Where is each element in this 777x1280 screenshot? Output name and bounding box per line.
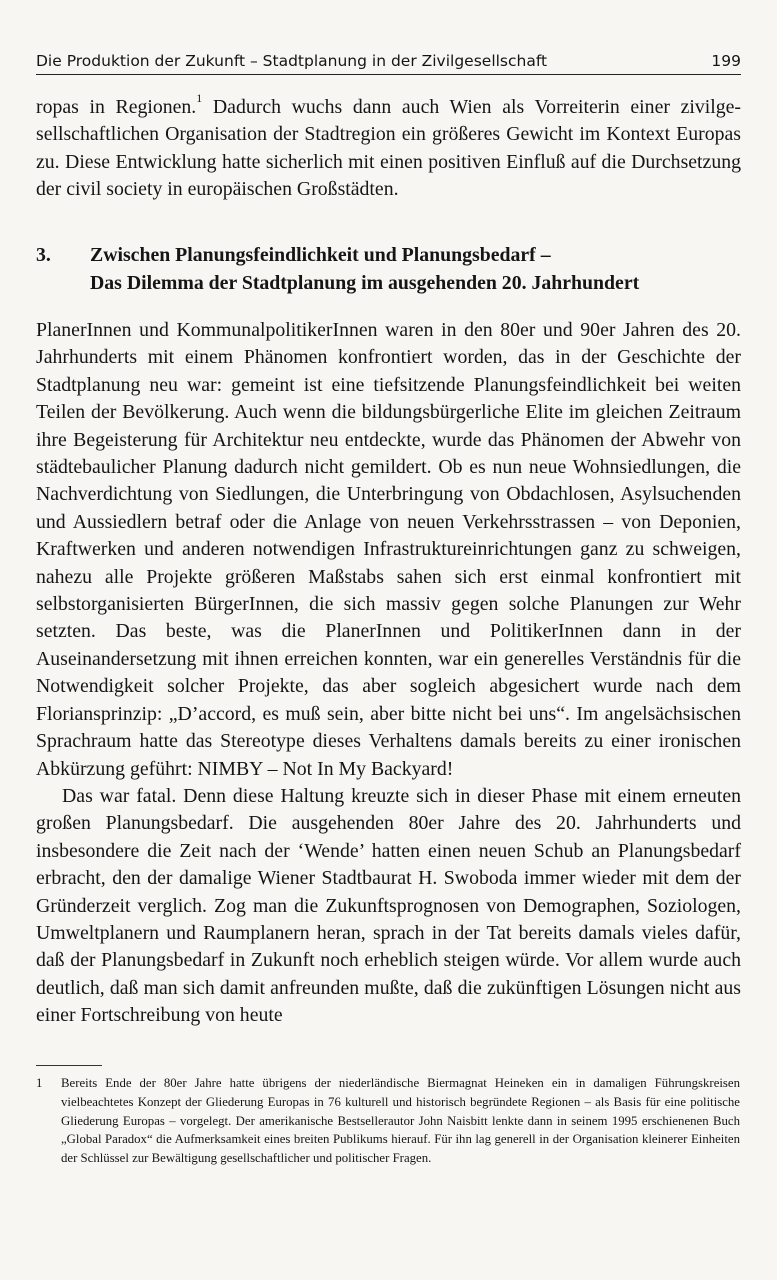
footnote-rule <box>36 1065 102 1066</box>
footnote-text: Bereits Ende der 80er Jahre hatte übrigens der niederländische Biermagnat Heineken ein in damaligen Führungskreisen vielbeachtetes Konzept der Gliederung Europas in 76 kulturell und historisch begründete Regionen – als Basis für eine politische Gliederung Europas – vorgelegt. Der amerikanische Bestsellerautor John Naisbitt lenkte dann in seinem 1995 erschienenen Buch „Global Paradox“ die Aufmerksamkeit eines breiten Publikums hierauf. Für ihn lag generell in der Organisation kleinerer Einheiten der Schlüssel zur Bewältigung gesellschaftlicher und politischer Fragen. <box>61 1076 740 1166</box>
section-heading <box>36 241 741 297</box>
body-paragraph-2: Das war fatal. Denn diese Haltung kreuzte sich in dieser Phase mit einem erneuten großen Planungsbedarf. Die ausgehenden 80er Jahre des 20. Jahrhunderts und insbesondere die Zeit nach der ‘Wende’ hatten einen neuen Schub an Planungsbedarf erbracht, den der damalige Wiener Stadtbaurat H. Swoboda immer wieder mit dem der Gründerzeit verglich. Zog man die Zukunftsprognosen von Demographen, Soziologen, Umweltplanern und Raumplanern heran, sprach in der Tat bereits damals vieles dafür, daß der Planungsbedarf in Zukunft noch erheblich steigen würde. Vor allem wurde auch deutlich, daß man sich damit anfreunden mußte, daß die zukünftigen Lösungen nicht aus einer Fortschreibung von heute <box>36 784 741 1027</box>
body-paragraph-1: PlanerInnen und KommunalpolitikerInnen waren in den 80er und 90er Jahren des 20. Jahrhunderts mit einem Phänomen konfrontiert worden, das in der Geschichte der Stadtplanung neu war: gemeint ist eine tiefsitzende Planungsfeindlichkeit bei weiten Teilen der Bevölkerung. Auch wenn die bildungsbürgerliche Elite im gleichen Zeitraum ihre Begeisterung für Architektur neu entdeckte, wurde das Phänomen der Abwehr von städtebaulicher Planung dadurch nicht gemildert. Ob es nun neue Wohnsiedlungen, die Nachverdichtung von Siedlungen, die Unterbringung von Obdachlosen, Asylsuchenden und Aussiedlern betraf oder die Anlage von neuen Verkehrsstrassen – von Deponien, Kraftwerken und anderen notwendigen Infrastruktureinrichtungen ganz zu schweigen, nahezu alle Projekte größeren Maßstabs sahen sich erst einmal konfrontiert mit selbstorganisierten BürgerInnen, die sich massiv gegen solche Planungen zur Wehr setzten. Das beste, was die PlanerInnen und PolitikerInnen dann in der Auseinandersetzung mit ihnen erreichen konnten, war ein generelles Verständnis für die Notwendigkeit solcher Projekte, das aber sogleich abgesichert wurde nach dem Floriansprinzip: „D’accord, es muß sein, aber bitte nicht bei uns“. Im angelsächsischen Sprachraum hatte das Stereotype dieses Verhaltens damals bereits zu einer ironischen Abkürzung geführt: NIMBY – Not In My Backyard! <box>36 319 741 780</box>
intro-text: ropas in Regionen. <box>36 96 197 118</box>
header-rule <box>36 74 741 75</box>
running-head-title: Die Produktion der Zukunft – Stadtplanung in der Zivilgesellschaft <box>36 52 548 70</box>
footnote <box>36 1074 740 1168</box>
section-number: 3. <box>36 244 51 266</box>
intro-paragraph-block <box>36 91 741 204</box>
section-title-line-2: Das Dilemma der Stadtplanung im ausgehenden 20. Jahrhundert <box>90 272 640 294</box>
footnote-number: 1 <box>36 1076 43 1090</box>
intro-text-continued: Dadurch wuchs dann auch Wien als Vorreiterin einer zivilgesellschaftlichen Organisation der Stadtregion ein größeres Gewicht im Kontext Europas zu. Diese Entwicklung hatte sicherlich mit einen positiven Einfluß auf die Durchsetzung der civil society in europäischen Großstädten. <box>36 96 741 201</box>
running-head <box>36 50 741 76</box>
footnote-reference[interactable]: 1 <box>196 91 203 106</box>
intro-paragraph <box>36 91 741 204</box>
page-number: 199 <box>711 52 741 70</box>
section-title-line-1: Zwischen Planungsfeindlichkeit und Planungsbedarf – <box>90 244 551 266</box>
section-body <box>36 317 741 1030</box>
